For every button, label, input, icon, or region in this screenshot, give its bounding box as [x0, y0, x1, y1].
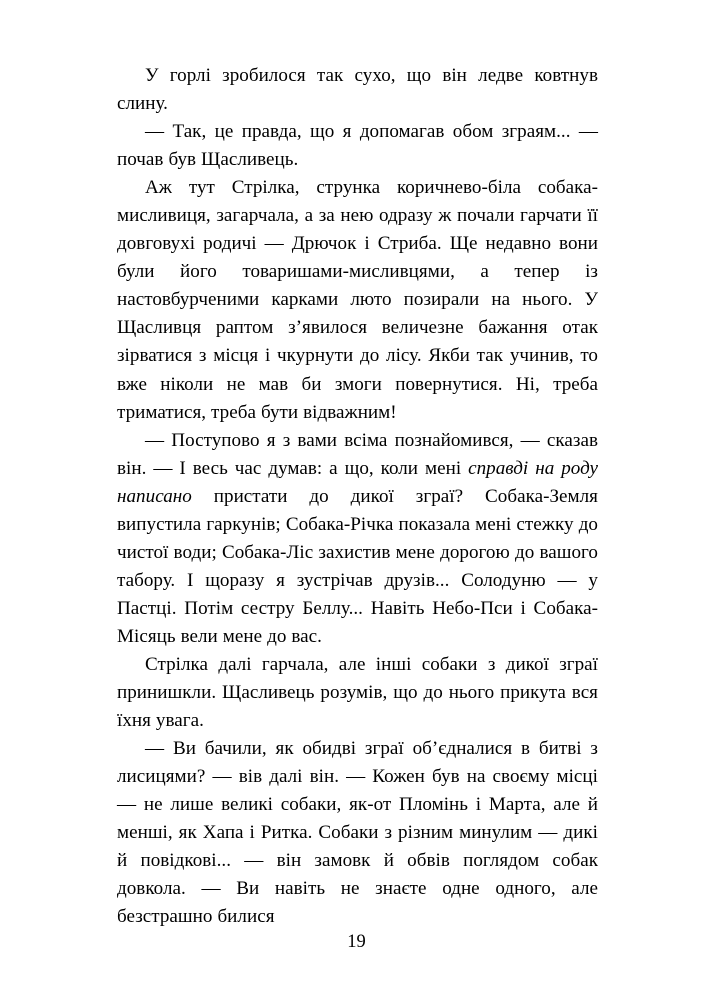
paragraph-6: — Ви бачили, як обидві зграї об’єдналися в битві з лисицями? — вів далі він. — Кожен був на своєму місці — не лише великі собаки, як-от Пломінь і Марта, але й менші, як Хапа і Ритка. Собаки з різним минулим — дикі й повідкові... — він замовк й обвів поглядом собак довкола. — Ви навіть не знаєте одне одного, але безстрашно билися: [117, 738, 598, 928]
paragraph-4: [117, 427, 598, 651]
page-text-body: [117, 62, 598, 931]
paragraph-4-emphasis: справді на роду написано: [117, 457, 599, 507]
paragraph-5: Стрілка далі гарчала, але інші собаки з дикої зграї принишкли. Щасливець розумів, що до нього прикута вся їхня увага.: [117, 653, 598, 732]
paragraph-4-trailing-text: пристати до дикої зграї? Собака-Земля випустила гаркунів; Собака-Річка показала мені стежку до чистої води; Собака-Ліс захистив мене дорогою до вашого табору. І щоразу я зустрічав друзів... Солодуню — у Пастці. Потім сестру Беллу... Навіть Небо-Пси і Собака-Місяць вели мене до вас.: [117, 485, 598, 647]
paragraph-2: — Так, це правда, що я допомагав обом зграям... — почав був Щасливець.: [117, 121, 598, 171]
paragraph-4-lead-text: — Поступово я з вами всіма познайомився, — сказав він. — І весь час думав: а що, коли мені: [117, 429, 598, 479]
paragraph-1: У горлі зробилося так сухо, що він ледве ковтнув слину.: [117, 65, 598, 115]
paragraph-3: Аж тут Стрілка, струнка коричнево-біла собака-мисливиця, загарчала, а за нею одразу ж почали гарчати її довговухі родичі — Дрючок і Стриба. Ще недавно вони були його товаришами-мисливцями, а тепер із настовбурченими карками люто позирали на нього. У Щасливця раптом з’явилося величезне бажання отак зірватися з місця і чкурнути до лісу. Якби так учинив, то вже ніколи не мав би змоги повернутися. Ні, треба триматися, треба бути відважним!: [117, 177, 598, 423]
page-number: 19: [347, 932, 366, 952]
